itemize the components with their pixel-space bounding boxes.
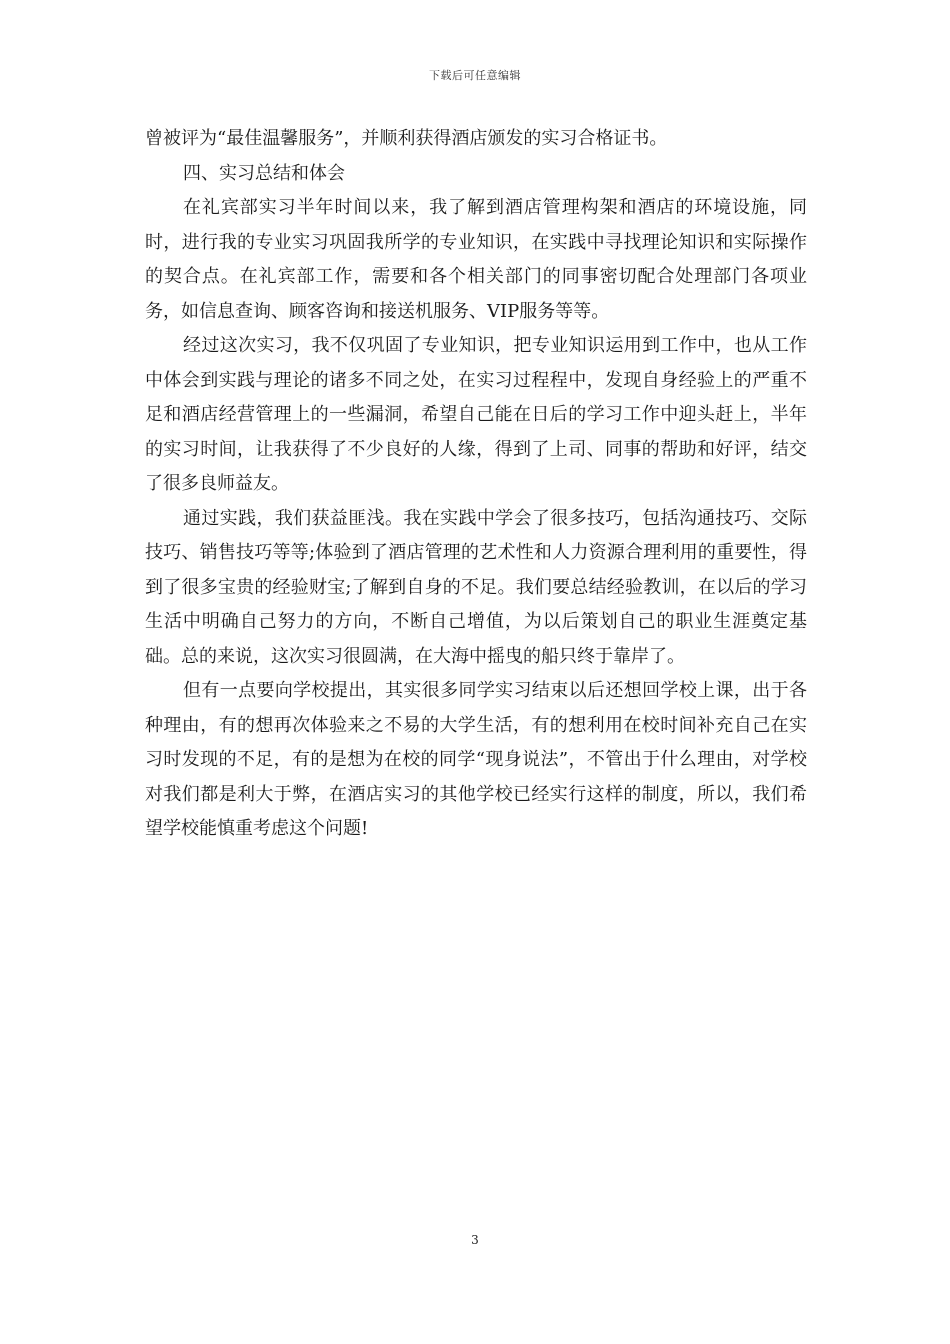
page-number: 3: [471, 1233, 479, 1247]
paragraph-continuation: 曾被评为“最佳温馨服务”，并顺利获得酒店颁发的实习合格证书。: [145, 128, 668, 149]
paragraph: 在礼宾部实习半年时间以来，我了解到酒店管理构架和酒店的环境设施，同时，进行我的专业实习巩固我所学的专业知识，在实践中寻找理论知识和实际操作的契合点。在礼宾部工作，需要和各个相关部门的同事密切配合处理部门各项业务，如信息查询、顾客咨询和接送机服务、VIP服务等等。: [145, 197, 807, 322]
header-note: 下载后可任意编辑: [429, 69, 521, 82]
paragraph: 通过实践，我们获益匪浅。我在实践中学会了很多技巧，包括沟通技巧、交际技巧、销售技巧等等;体验到了酒店管理的艺术性和人力资源合理利用的重要性，得到了很多宝贵的经验财宝;了解到自身的不足。我们要总结经验教训，在以后的学习生活中明确自己努力的方向，不断自己增值，为以后策划自己的职业生涯奠定基础。总的来说，这次实习很圆满，在大海中摇曳的船只终于靠岸了。: [145, 507, 807, 667]
paragraph: 经过这次实习，我不仅巩固了专业知识，把专业知识运用到工作中，也从工作中体会到实践与理论的诸多不同之处，在实习过程程中，发现自身经验上的严重不足和酒店经营管理上的一些漏洞，希望自己能在日后的学习工作中迎头赶上，半年的实习时间，让我获得了不少良好的人缘，得到了上司、同事的帮助和好评，结交了很多良师益友。: [145, 335, 807, 494]
paragraph: 但有一点要向学校提出，其实很多同学实习结束以后还想回学校上课，出于各种理由，有的想再次体验来之不易的大学生活，有的想利用在校时间补充自己在实习时发现的不足，有的是想为在校的同学“现身说法”，不管出于什么理由，对学校对我们都是利大于弊，在酒店实习的其他学校已经实行这样的制度，所以，我们希望学校能慎重考虑这个问题!: [145, 680, 807, 839]
section-heading: 四、实习总结和体会: [183, 162, 345, 184]
body-text: [145, 122, 807, 847]
